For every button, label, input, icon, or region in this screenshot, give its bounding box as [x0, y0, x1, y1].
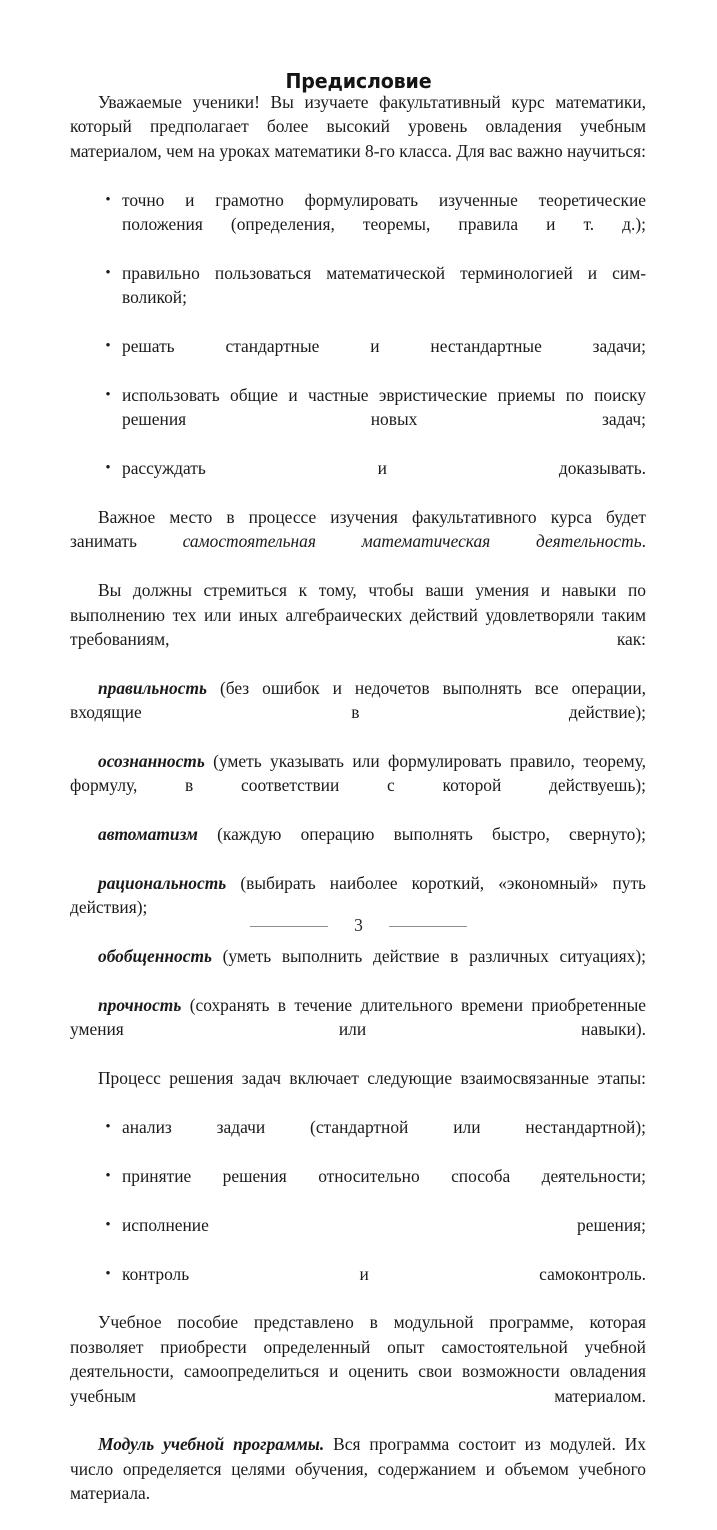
list-item-text: принятие решения относительно способа деятельности;	[122, 1165, 646, 1186]
page-number: 3	[354, 915, 363, 935]
stages-intro-paragraph: Процесс решения задач включает следующие взаимосвязанные этапы:	[98, 1068, 646, 1089]
bullet-icon: •	[105, 191, 111, 208]
list-item-text: правильно пользоваться математической терминологией и символикой;	[122, 262, 646, 308]
bullet-icon: •	[105, 264, 111, 281]
list-item-text: контроль и самоконтроль.	[122, 1263, 646, 1284]
requirement-description: (сохранять в течение длительного времени приобретенные умения или навыки).	[70, 995, 646, 1040]
requirement-item	[70, 822, 646, 871]
module-section-heading: Модуль учебной программы.	[98, 1434, 325, 1455]
list-item-text: исполнение решения;	[122, 1214, 646, 1235]
requirement-description: (каждую операцию выполнять быстро, свернуто);	[197, 824, 646, 845]
intro-paragraph: Уважаемые ученики! Вы изучаете факультативный курс математики, который предполагает более высокий уровень овладения учебным материалом, чем на уроках математики 8-го класса. Для вас важно научиться:	[70, 92, 646, 161]
important-place-paragraph	[70, 505, 646, 578]
bullet-icon: •	[105, 460, 111, 477]
list-item	[70, 1213, 646, 1262]
requirement-description: (без ошибок и недочетов выполнять все операции, входящие в действие);	[70, 677, 646, 723]
stages-list	[70, 1115, 646, 1310]
bullet-icon: •	[105, 338, 111, 355]
bullet-icon: •	[105, 1119, 111, 1136]
bullet-icon: •	[105, 1216, 111, 1233]
page-title: Предисловие	[285, 68, 432, 93]
important-place-emphasis: самостоятельная математическая деятельность	[182, 531, 642, 552]
list-item	[70, 456, 646, 505]
bullet-icon: •	[105, 386, 111, 403]
footer-rule-left	[250, 926, 328, 927]
requirement-description: (выбирать наиболее короткий, «экономный» путь действия);	[70, 873, 646, 918]
requirement-item	[70, 676, 646, 749]
requirement-term: обобщенность	[98, 946, 212, 967]
footer-rule-right	[389, 926, 467, 927]
list-item-text: анализ задачи (стандартной или нестандартной);	[122, 1117, 646, 1138]
requirement-term: правильность	[98, 677, 207, 698]
module-section-text: Вся программа состоит из модулей. Их число определяется целями обучения, содержанием и объемом учебного материала.	[70, 1434, 646, 1504]
requirement-term: автоматизм	[98, 824, 198, 845]
important-place-lead: Важное место в процессе изучения факультативного курса будет занимать	[70, 506, 646, 552]
important-place-tail: .	[641, 531, 646, 552]
requirement-term: рациональность	[98, 873, 227, 893]
list-item	[70, 383, 646, 456]
list-item-text: точно и грамотно формулировать изученные теоретические положения (определения, теоремы, правила и т. д.);	[122, 189, 646, 235]
list-item	[70, 334, 646, 383]
list-item	[70, 1164, 646, 1213]
requirement-item	[70, 993, 646, 1066]
page-body	[70, 90, 646, 1530]
list-item	[70, 1115, 646, 1164]
list-item-text: решать стандартные и нестандартные задачи;	[122, 336, 646, 357]
manual-description-paragraph: Учебное пособие представлено в модульной программе, которая позволяет приобрести определенный опыт самостоятельной учебной деятельности, самоопределиться и оценить свои возможности овладения учебным материалом.	[70, 1312, 646, 1406]
bullet-icon: •	[105, 1265, 111, 1282]
bullet-icon: •	[105, 1167, 111, 1184]
list-item	[70, 1262, 646, 1311]
requirements-intro-paragraph: Вы должны стремиться к тому, чтобы ваши умения и навыки по выполнению тех или иных алгебраических действий удовлетворяли таким требованиям, как:	[70, 580, 646, 649]
list-item	[70, 261, 646, 334]
module-section-paragraph	[70, 1432, 646, 1530]
requirement-item	[70, 749, 646, 822]
page-footer	[0, 915, 717, 936]
requirement-description: (уметь указывать или формулировать правило, теорему, формулу, в соответствии с которой действуешь);	[70, 750, 646, 796]
requirement-description: (уметь выполнить действие в различных ситуациях);	[211, 946, 646, 967]
skills-list	[70, 188, 646, 505]
requirement-item	[70, 944, 646, 993]
list-item-text: рассуждать и доказывать.	[122, 458, 646, 479]
requirement-term: осознанность	[98, 750, 205, 771]
list-item	[70, 188, 646, 261]
requirement-term: прочность	[98, 995, 182, 1016]
list-item-text: использовать общие и частные эвристические приемы по поиску решения новых задач;	[122, 384, 646, 430]
